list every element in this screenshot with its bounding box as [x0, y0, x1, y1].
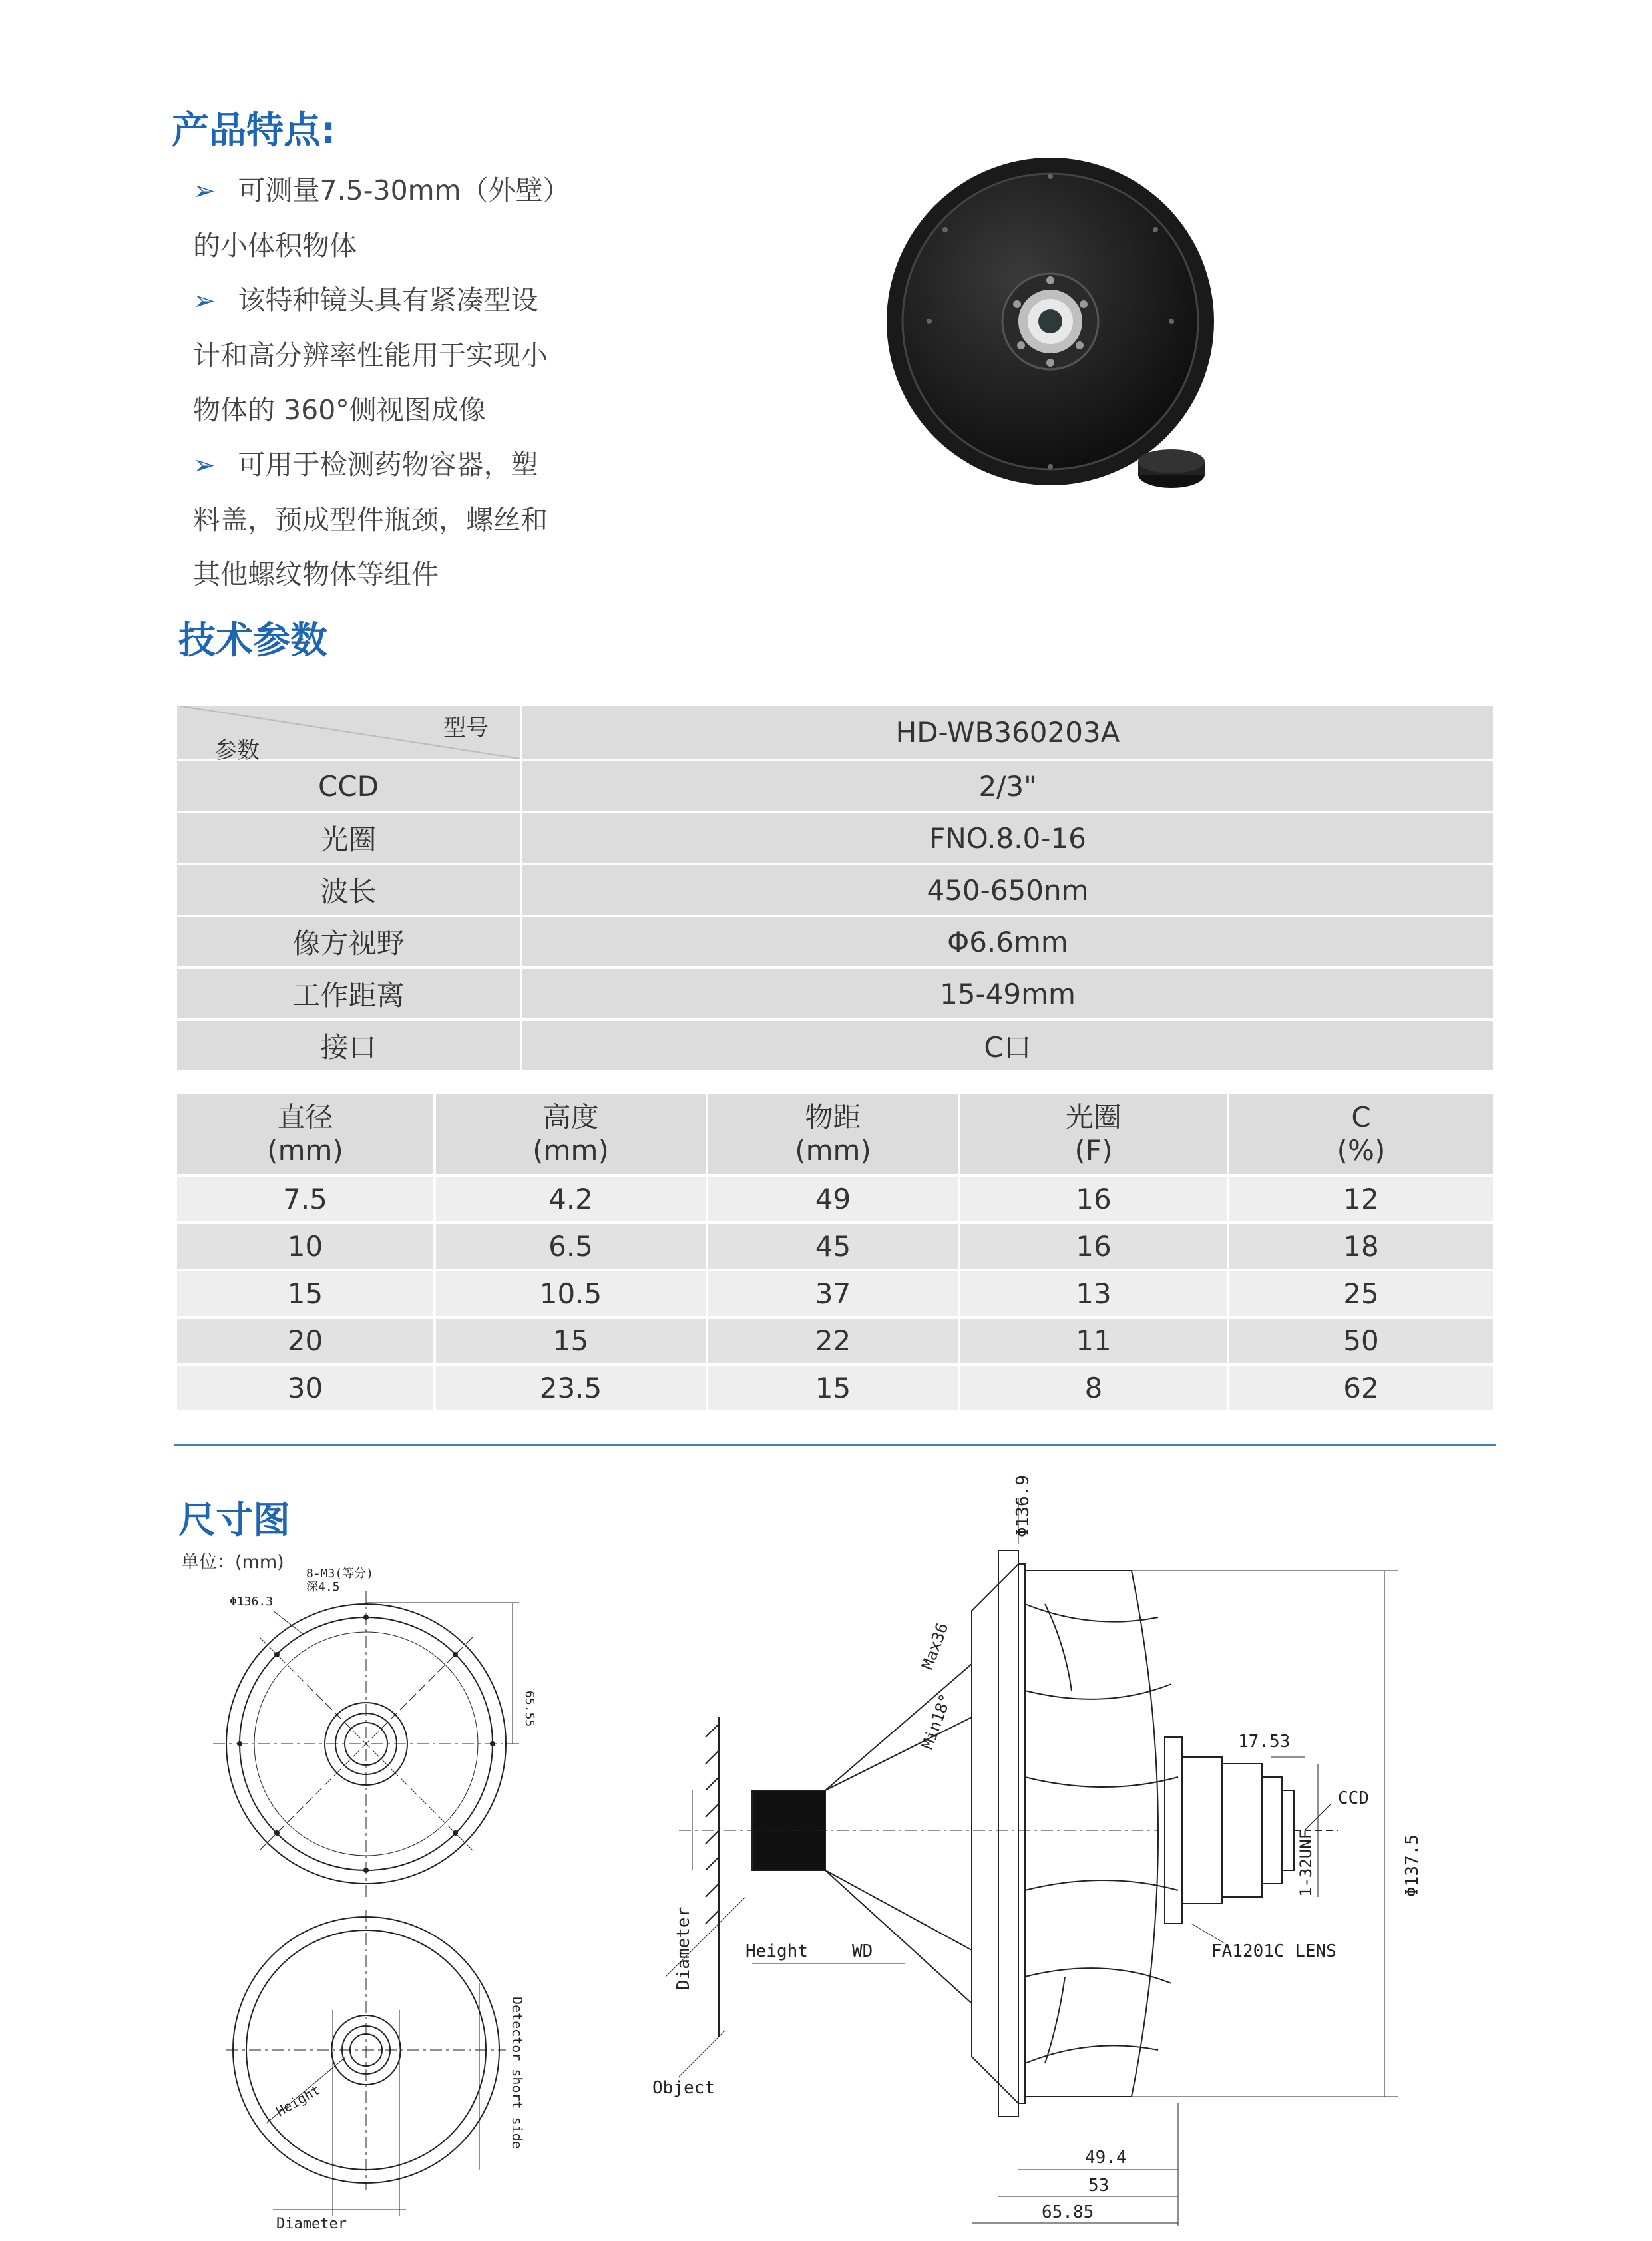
spec-label: CCD — [176, 760, 521, 812]
header-param: 参数 — [214, 737, 260, 764]
arrow-icon: ➢ — [193, 176, 216, 206]
feature-text: 料盖，预成型件瓶颈，螺丝和 — [193, 504, 548, 536]
feature-text: 物体的 360°侧视图成像 — [193, 394, 486, 426]
model-name: HD-WB360203A — [521, 704, 1494, 760]
header-model: 型号 — [443, 715, 489, 741]
spec-label: 光圈 — [176, 812, 521, 864]
spec-value: 15-49mm — [521, 968, 1494, 1020]
unit-note: 单位：(mm) — [181, 1552, 284, 1573]
front-side-dim: 65.55 — [522, 1691, 536, 1727]
spec-label: 接口 — [176, 1020, 521, 1072]
dimensions-title: 尺寸图 — [178, 1499, 290, 1542]
lens-label: FA1201C LENS — [1211, 1941, 1337, 1961]
spec-value: 2/3" — [521, 760, 1494, 812]
table-row: 7.5 4.2 49 16 12 — [176, 1175, 1494, 1223]
section-divider — [174, 1444, 1496, 1446]
feature-item — [193, 273, 619, 437]
spec-value: Φ6.6mm — [521, 916, 1494, 968]
features-title: 产品特点: — [172, 109, 336, 152]
front-view-drawing — [200, 1564, 572, 1904]
col-header: 直径 (mm) — [176, 1093, 435, 1175]
bottom-height-label: Height — [273, 2081, 323, 2120]
spec-label: 工作距离 — [176, 968, 521, 1020]
feature-text: 的小体积物体 — [193, 230, 357, 262]
spec-value: C口 — [521, 1020, 1494, 1072]
side-diameter-label: Diameter — [674, 1906, 694, 1990]
dim-53: 53 — [1088, 2176, 1110, 2196]
front-diameter: Φ136.3 — [230, 1595, 274, 1609]
spec-label: 像方视野 — [176, 916, 521, 968]
col-header: 光圈 (F) — [959, 1093, 1228, 1175]
feature-item — [193, 163, 619, 273]
spec-header-cell — [176, 704, 521, 764]
hole-note-2: 深4.5 — [306, 1580, 340, 1594]
dim-max: Max36 — [918, 1620, 952, 1673]
spec-table — [174, 703, 1496, 1073]
detector-label: Detector short side — [509, 1997, 525, 2149]
spec-title: 技术参数 — [178, 619, 327, 662]
table-row: 10 6.5 45 16 18 — [176, 1223, 1494, 1270]
dim-1753: 17.53 — [1238, 1732, 1291, 1752]
feature-list — [193, 163, 619, 602]
feature-text: 可用于检测药物容器，塑 — [238, 449, 538, 481]
dim-top-diameter: Φ136.9 — [1013, 1475, 1033, 1537]
dim-1375: Φ137.5 — [1402, 1834, 1422, 1897]
side-height-label: Height — [745, 1941, 808, 1961]
dim-ccd: CCD — [1338, 1788, 1369, 1808]
dim-6585: 65.85 — [1042, 2202, 1094, 2222]
feature-text: 计和高分辨率性能用于实现小 — [193, 339, 548, 371]
side-view-drawing — [639, 1471, 1504, 2230]
bottom-diameter-label: Diameter — [276, 2216, 347, 2232]
table-row: 30 23.5 15 8 62 — [176, 1364, 1494, 1412]
feature-item — [193, 437, 619, 602]
product-photo — [879, 150, 1225, 496]
col-header: 高度 (mm) — [435, 1093, 707, 1175]
measurement-table — [174, 1092, 1496, 1413]
arrow-icon: ➢ — [193, 450, 216, 481]
col-header: 物距 (mm) — [707, 1093, 959, 1175]
dim-unf: 1-32UNF — [1297, 1829, 1315, 1897]
spec-value: FNO.8.0-16 — [521, 812, 1494, 864]
table-row: 15 10.5 37 13 25 — [176, 1270, 1494, 1317]
feature-text: 该特种镜头具有紧凑型设 — [238, 284, 538, 316]
bottom-view-drawing — [213, 1904, 559, 2236]
feature-text: 其他螺纹物体等组件 — [193, 558, 439, 590]
dim-494: 49.4 — [1085, 2148, 1127, 2168]
dim-min: Min18° — [918, 1691, 956, 1752]
object-label: Object — [652, 2078, 715, 2098]
col-header: C (%) — [1228, 1093, 1494, 1175]
feature-text: 可测量7.5-30mm（外壁） — [238, 174, 570, 206]
wd-label: WD — [852, 1941, 873, 1961]
spec-value: 450-650nm — [521, 864, 1494, 916]
spec-label: 波长 — [176, 864, 521, 916]
hole-note-1: 8-M3(等分) — [306, 1567, 374, 1581]
arrow-icon: ➢ — [193, 286, 216, 316]
table-row: 20 15 22 11 50 — [176, 1317, 1494, 1364]
